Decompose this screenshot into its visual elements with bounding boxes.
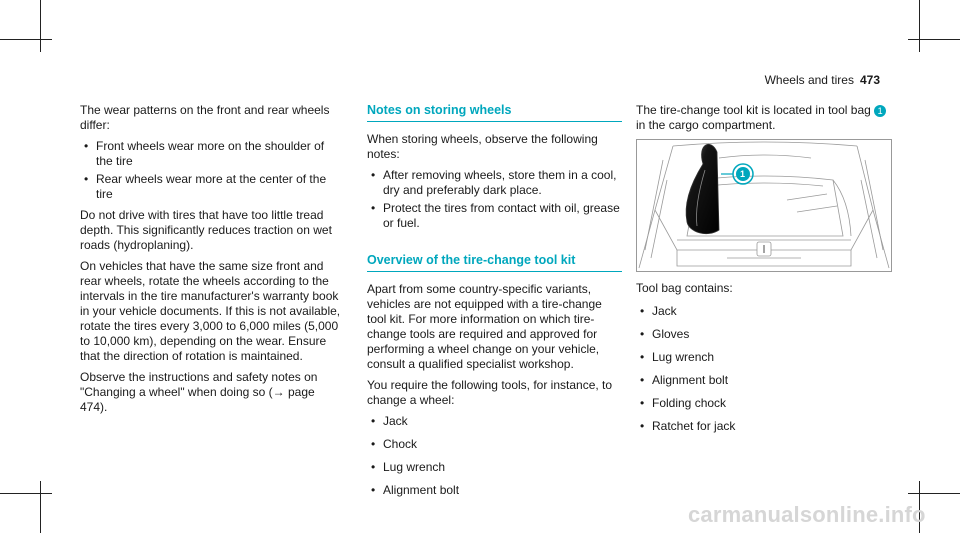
paragraph: On vehicles that have the same size front and rear wheels, rotate the wheels according to the intervals in the tire manufacturer's warranty book in your vehicle documents. If this is not available, rotate the tires every 3,000 to 6,000 miles (5,000 to 10,000 km), depending on the wear. Ensure that the direction of rotation is maintained. [80,259,341,363]
list-item: • Alignment bolt [636,373,898,388]
intro-text: The tire-change tool kit is located in tool bag [636,103,871,117]
callout-badge: 1 [874,105,886,117]
paragraph: When storing wheels, observe the following notes: [367,132,598,161]
intro-text-end: in the cargo compartment. [636,118,776,132]
list-item: • Front wheels wear more on the shoulder of the tire [80,139,342,169]
page-header [765,73,880,87]
section-title: Wheels and tires [764,73,854,87]
paragraph: Do not drive with tires that have too little tread depth. This significantly reduces traction on wet roads (hydroplaning). [80,208,332,252]
watermark: carmanualsonline.info [688,502,926,527]
section-heading: Notes on storing wheels [367,103,622,122]
list-item: • Folding chock [636,396,898,411]
crop-mark [0,39,52,40]
callout-label: 1 [740,169,746,179]
list-item: • Lug wrench [367,460,622,475]
bullet-list [80,139,342,202]
bullet-list [367,414,622,498]
crop-mark [40,481,41,533]
list-item: • Jack [367,414,622,429]
column-3 [636,103,898,139]
crop-mark [908,493,960,494]
cargo-compartment-figure [636,139,892,272]
paragraph: Tool bag contains: [636,281,733,295]
cargo-compartment-illustration [637,140,891,271]
paragraph: You require the following tools, for instance, to change a wheel: [367,378,613,407]
list-item: • Rear wheels wear more at the center of the tire [80,172,342,202]
list-item: • Protect the tires from contact with oil, grease or fuel. [367,201,622,231]
column-1 [80,103,342,421]
section-heading: Overview of the tire-change tool kit [367,253,622,272]
crop-mark [0,493,52,494]
list-item: • Gloves [636,327,898,342]
list-item: • Chock [367,437,622,452]
list-item: • Lug wrench [636,350,898,365]
crop-mark [40,0,41,52]
column-2 [367,103,622,506]
list-item: • Jack [636,304,898,319]
paragraph: Apart from some country-specific variants, vehicles are not equipped with a tire-change tool kit. For more information on which tire-change tools are required and approved for performing a wheel change on your vehicle, consult a qualified specialist workshop. [367,282,602,371]
tool-bag [686,144,719,233]
page-number: 473 [859,73,880,87]
paragraph: The wear patterns on the front and rear wheels differ: [80,103,330,132]
paragraph [636,103,898,133]
list-item: • Ratchet for jack [636,419,898,434]
crop-mark [908,39,960,40]
list-item: • Alignment bolt [367,483,622,498]
bullet-list [636,304,898,434]
bullet-list [367,168,622,231]
crop-mark [919,0,920,52]
column-3-list [636,281,898,442]
paragraph: Observe the instructions and safety notes on "Changing a wheel" when doing so (→ page 474). [80,370,318,414]
list-item: • After removing wheels, store them in a cool, dry and preferably dark place. [367,168,622,198]
